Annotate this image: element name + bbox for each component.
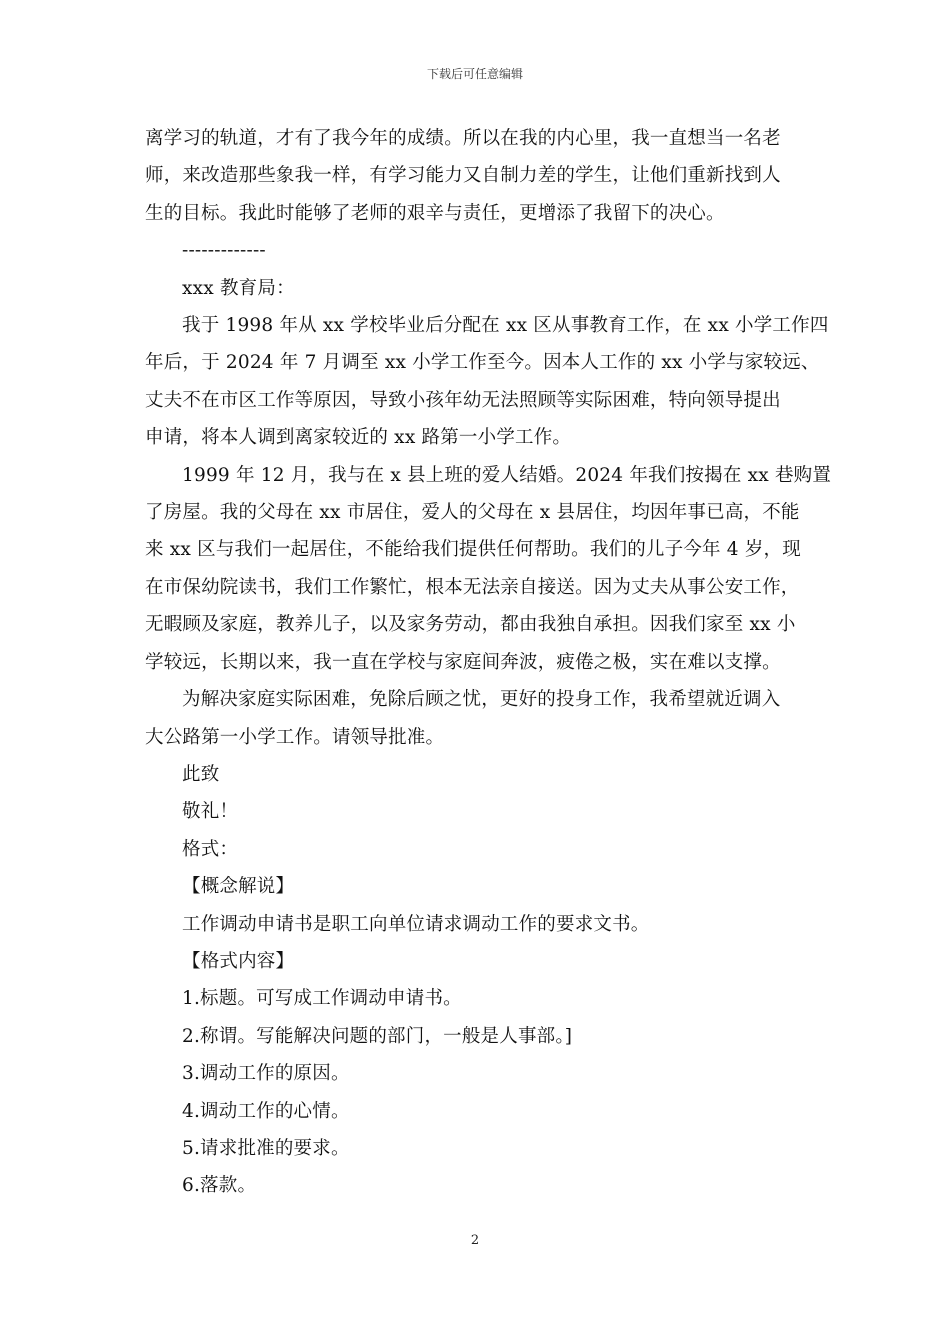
document-body [145, 120, 832, 1205]
text-line: 在市保幼院读书，我们工作繁忙，根本无法亲自接送。因为丈夫从事公安工作， [145, 576, 800, 598]
text-line: 学较远，长期以来，我一直在学校与家庭间奔波，疲倦之极，实在难以支撑。 [145, 651, 781, 673]
section-heading: 【格式内容】 [182, 950, 295, 972]
text-line: 生的目标。我此时能够了老师的艰辛与责任，更增添了我留下的决心。 [145, 202, 725, 224]
section-heading: 【概念解说】 [182, 876, 295, 898]
text-line: 离学习的轨道，才有了我今年的成绩。所以在我的内心里，我一直想当一名老 [145, 128, 781, 149]
list-item: 6.落款。 [182, 1175, 257, 1197]
separator-line: ------------- [182, 240, 266, 262]
closing-line: 此致 [182, 763, 220, 785]
text-line: 大公路第一小学工作。请领导批准。 [145, 726, 445, 748]
text-line: 为解决家庭实际困难，免除后顾之忧，更好的投身工作，我希望就近调入 [182, 689, 781, 711]
list-item: 5.请求批准的要求。 [182, 1137, 350, 1159]
text-line: 丈夫不在市区工作等原因，导致小孩年幼无法照顾等实际困难，特向领导提出 [145, 389, 781, 411]
page-number: 2 [470, 1233, 480, 1248]
list-item: 2.称谓。写能解决问题的部门，一般是人事部。] [182, 1025, 573, 1047]
text-line: 我于 1998 年从 xx 学校毕业后分配在 xx 区从事教育工作，在 xx 小学工作四 [182, 315, 829, 337]
text-line: 来 xx 区与我们一起居住，不能给我们提供任何帮助。我们的儿子今年 4 岁，现 [145, 539, 801, 561]
closing-line: 敬礼！ [182, 801, 239, 823]
salutation: xxx 教育局： [182, 277, 295, 299]
section-label: 格式： [182, 838, 239, 860]
text-line: 年后，于 2024 年 7 月调至 xx 小学工作至今。因本人工作的 xx 小学与家较远、 [145, 352, 820, 374]
text-line: 师，来改造那些象我一样，有学习能力又自制力差的学生，让他们重新找到人 [145, 165, 781, 187]
list-item: 1.标题。可写成工作调动申请书。 [182, 988, 462, 1010]
text-line: 1999 年 12 月，我与在 x 县上班的爱人结婚。2024 年我们按揭在 xx 巷购置 [182, 464, 832, 486]
text-line: 申请，将本人调到离家较近的 xx 路第一小学工作。 [145, 427, 572, 449]
list-item: 3.调动工作的原因。 [182, 1063, 350, 1085]
text-line: 了房屋。我的父母在 xx 市居住，爱人的父母在 x 县居住，均因年事已高，不能 [145, 502, 800, 524]
text-line: 工作调动申请书是职工向单位请求调动工作的要求文书。 [182, 913, 650, 935]
list-item: 4.调动工作的心情。 [182, 1100, 350, 1122]
text-line: 无暇顾及家庭，教养儿子，以及家务劳动，都由我独自承担。因我们家至 xx 小 [145, 614, 796, 636]
page-header: 下载后可任意编辑 [426, 67, 523, 81]
